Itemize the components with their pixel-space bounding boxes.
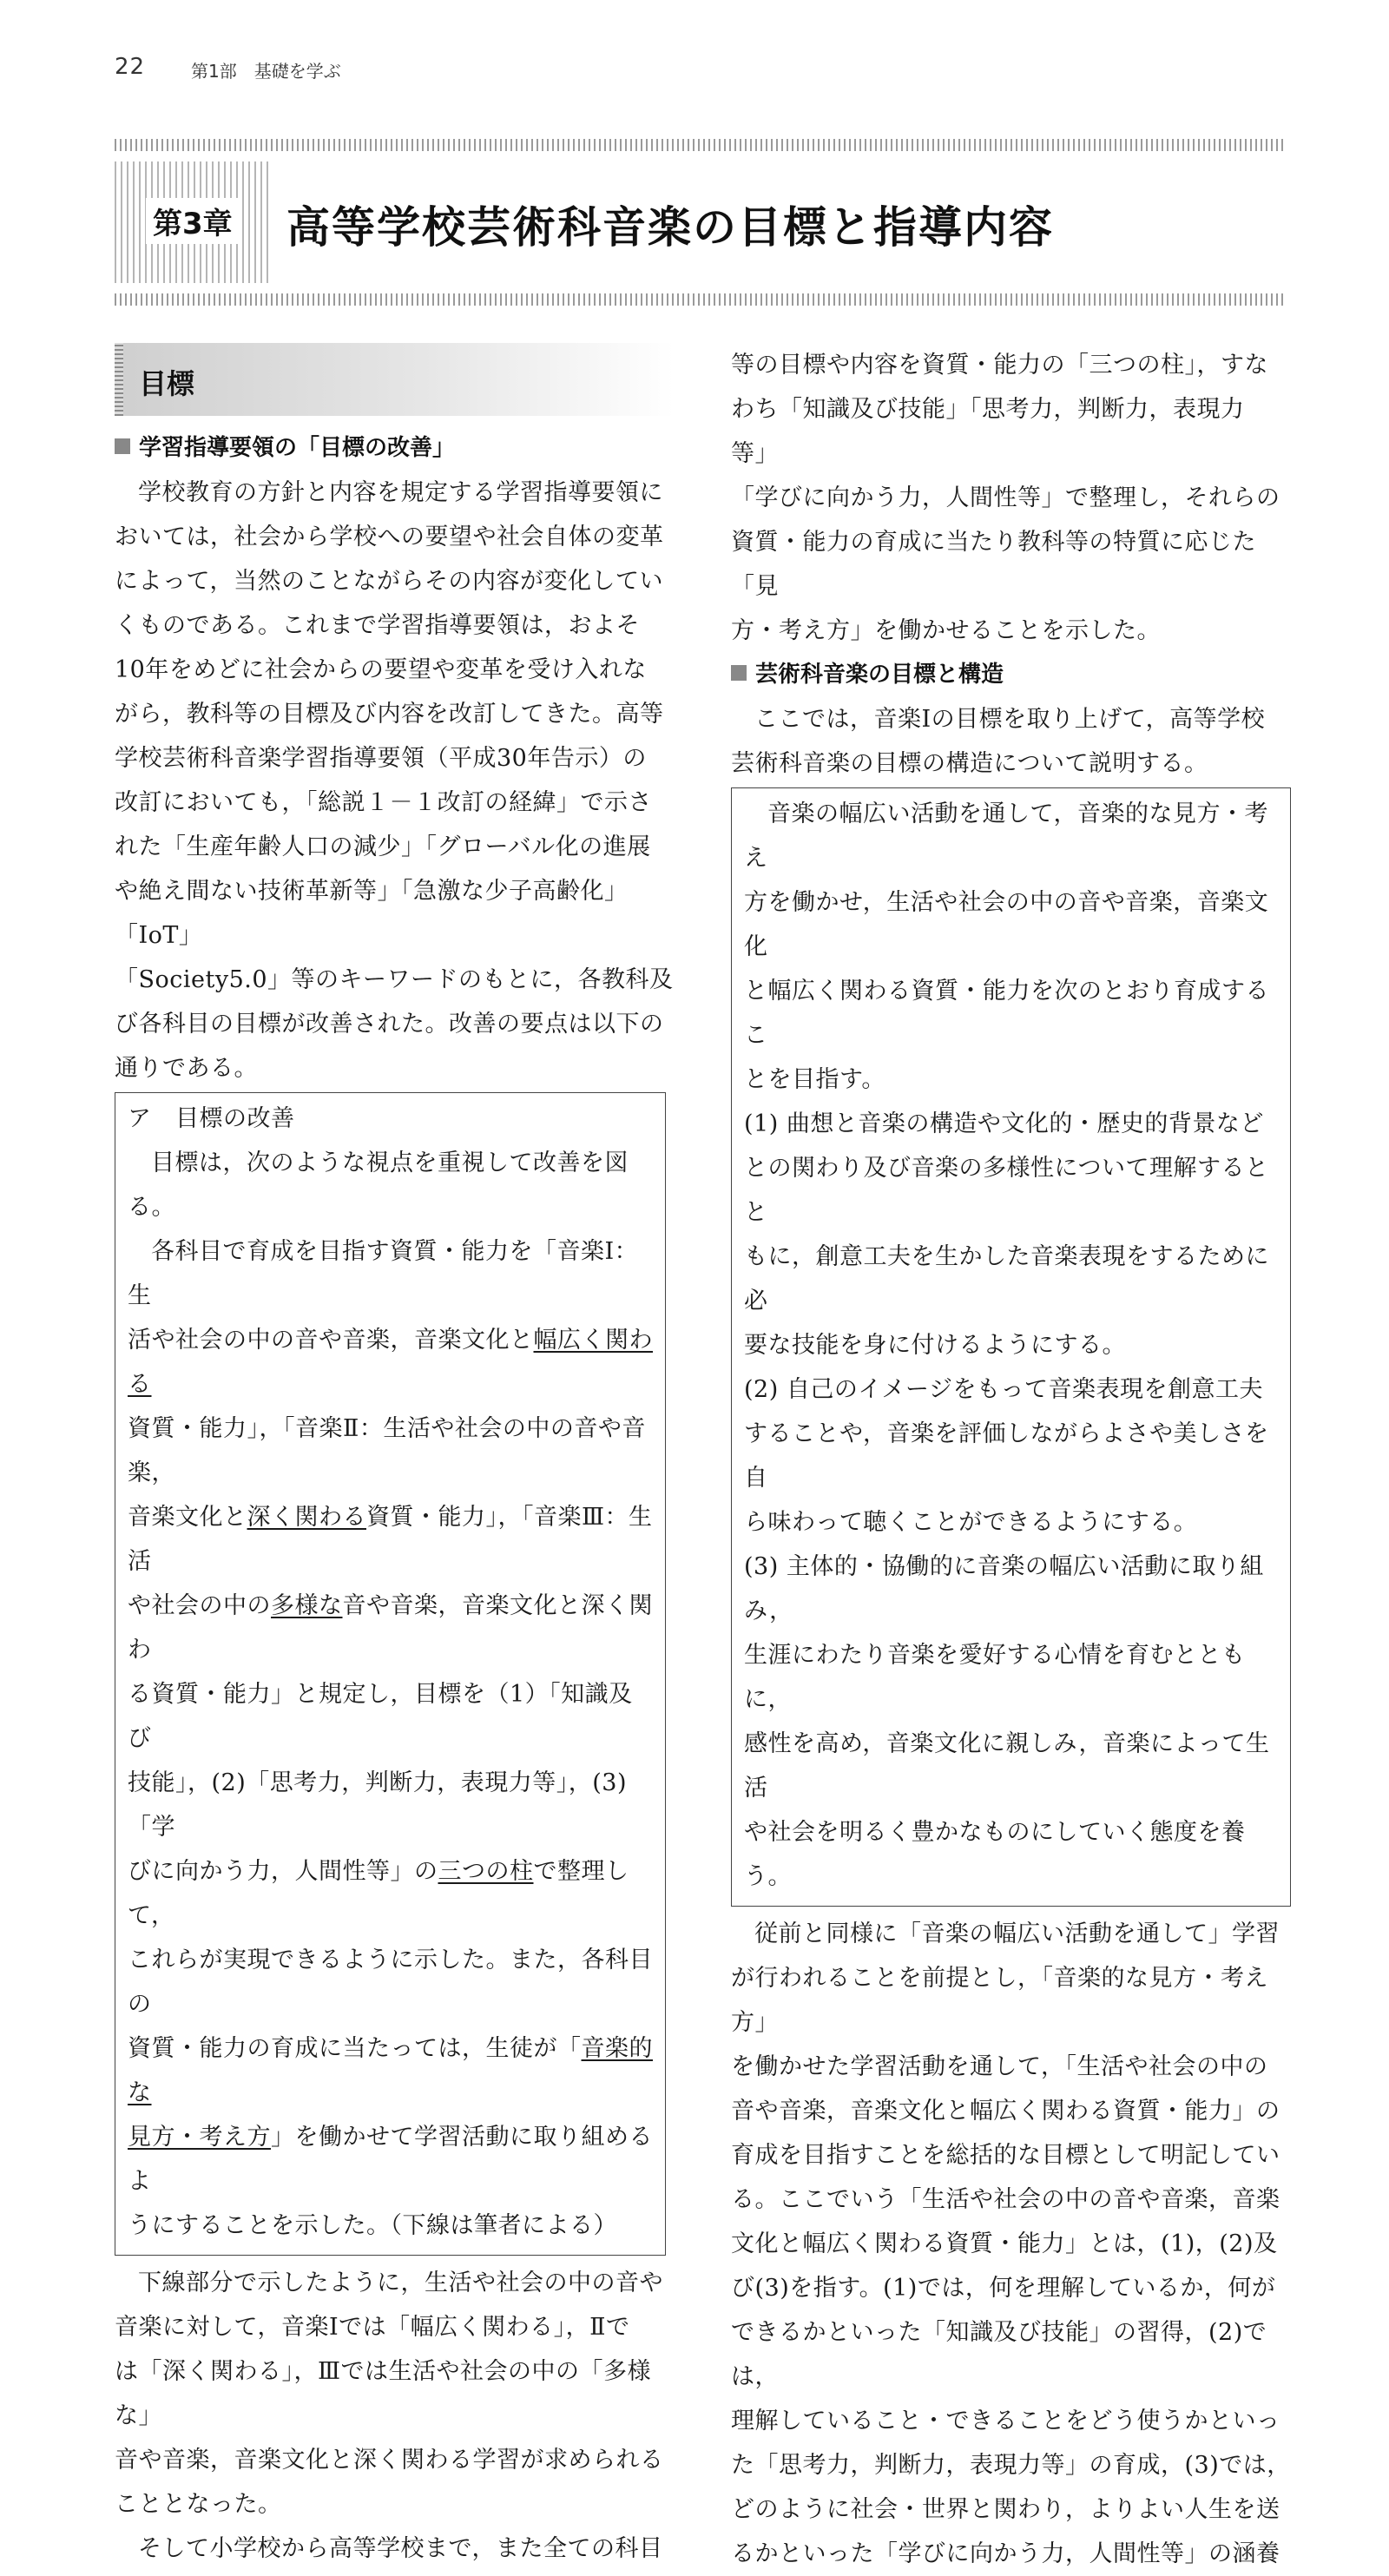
box-title: ア 目標の改善 (128, 1105, 295, 1132)
box-body (128, 1229, 655, 2248)
page-number: 22 (115, 54, 146, 80)
goal-item-1: (1) 曲想と音楽の構造や文化的・歴史的背景など との関わり及び音楽の多様性について理解するとと もに，創意工夫を生かした音楽表現をするために必 要な技能を身に付けるようにする。 (744, 1110, 1269, 1359)
square-bullet-icon (115, 438, 130, 454)
subheading-goal-improvement-text: 学習指導要領の「目標の改善」 (139, 435, 456, 461)
square-bullet-icon (731, 665, 747, 681)
goal-intro: 音楽の幅広い活動を通して，音楽的な見方・考え 方を働かせ，生活や社会の中の音や音楽，音楽文化 と幅広く関わる資質・能力を次のとおり育成するこ とを目指す。 (744, 800, 1269, 1093)
running-title: 第1部 基礎を学ぶ (191, 61, 341, 82)
left-column (115, 343, 675, 2571)
left-paragraph-2: 下線部分で示したように，生活や社会の中の音や 音楽に対して，音楽Ⅰでは「幅広く関わる」，Ⅱで は「深く関わる」，Ⅲでは生活や社会の中の「多様な」 音や音楽，音楽文化と深く関わる学習が求められる こととなった。 (115, 2270, 664, 2518)
banner-stripe-top (115, 139, 1287, 151)
section-heading: 目標 (139, 367, 195, 400)
chapter-label-block (115, 161, 269, 283)
underlined-musical-perspective: 音楽的な 見方・考え方 (128, 2035, 653, 2151)
goal-item-2: (2) 自己のイメージをもって音楽表現を創意工夫 することや，音楽を評価しながらよさや美しさを自 ら味わって聴くことができるようにする。 (744, 1376, 1269, 1536)
goal-improvement-box (115, 1092, 666, 2256)
box-body-text-2: 資質・能力」，「音楽Ⅱ：生活や社会の中の音や音楽， 音楽文化と (128, 1415, 646, 1531)
box-line-1: 目標は，次のような視点を重視して改善を図る。 (128, 1150, 629, 1221)
subheading-goal-structure (731, 653, 1291, 697)
left-paragraph-1: 学校教育の方針と内容を規定する学習指導要領に おいては，社会から学校への要望や社会自体の変革 によって，当然のことながらその内容が変化してい くものである。これまで学習指導要領は，およそ 10年をめどに社会からの要望や変革を受け入れな がら，教科等の目標及び内容を改訂してきた。高等 学校芸術科音楽学習指導要領（平成30年告示）の 改訂においても，「総説１－１改訂の経緯」で示さ れた「生産年齢人口の減少」「グローバル化の進展 や絶え間ない技術革新等」「急激な少子高齢化」「IoT」 「Society5.0」等のキーワードのもとに，各教科及 び各科目の目標が改善された。改善の要点は以下の 通りである。 (115, 479, 674, 1082)
box-body-text-6: 」を働かせて学習活動に取り組めるよ うにすることを示した。（下線は筆者による） (128, 2124, 653, 2239)
subheading-goal-improvement (115, 426, 675, 471)
right-paragraph-2: ここでは，音楽Ⅰの目標を取り上げて，高等学校 芸術科音楽の目標の構造について説明する。 (731, 706, 1266, 777)
subheading-goal-structure-text: 芸術科音楽の目標と構造 (755, 662, 1004, 688)
underlined-diverse: 多様な (271, 1592, 343, 1619)
section-heading-block (115, 343, 675, 416)
box-body-text-5: で整理して， これらが実現できるように示した。また，各科目の 資質・能力の育成に当たっては，生徒が「 (128, 1858, 653, 2062)
left-paragraph-3: そして小学校から高等学校まで，また全ての科目 (138, 2535, 663, 2562)
right-paragraph-3: 従前と同様に「音楽の幅広い活動を通して」学習 が行われることを前提とし，「音楽的な見方・考え方」 を働かせた学習活動を通して，「生活や社会の中の 音や音楽，音楽文化と幅広く関わる資質・能力」の 育成を目指すことを総括的な目標として明記してい る。ここでいう「生活や社会の中の音や音楽，音楽 文化と幅広く関わる資質・能力」とは，(1)，(2)及 び(3)を指す。(1)では，何を理解しているか，何が できるかといった「知識及び技能」の習得，(2)では， 理解していること・できることをどう使うかといっ た「思考力，判断力，表現力等」の育成，(3)では， どのように社会・世界と関わり，よりよい人生を送 るかといった「学びに向かう力，人間性等」の涵養 (731, 1920, 1291, 2567)
chapter-title: 高等学校芸術科音楽の目標と指導内容 (286, 202, 1054, 253)
music-one-goal-box (731, 787, 1291, 1907)
right-column (731, 343, 1291, 2576)
banner-stripe-bottom (115, 293, 1287, 306)
right-paragraph-1: 等の目標や内容を資質・能力の「三つの柱」，すな わち「知識及び技能」「思考力，判断力，表現力等」 「学びに向かう力，人間性等」で整理し，それらの 資質・能力の育成に当たり教科等の特質に応じた「見 方・考え方」を働かせることを示した。 (731, 352, 1280, 644)
underlined-broad: 幅広く関わる (128, 1327, 653, 1398)
chapter-label: 第3章 (146, 198, 240, 244)
underlined-deep: 深く関わる (247, 1504, 366, 1531)
underlined-three-pillars: 三つの柱 (438, 1858, 534, 1885)
goal-item-3: (3) 主体的・協働的に音楽の幅広い活動に取り組み， 生涯にわたり音楽を愛好する心情を育むとともに， 感性を高め，音楽文化に親しみ，音楽によって生活 や社会を明るく豊かなものにしていく態度を養う。 (744, 1553, 1270, 1890)
box-body-text-1: 各科目で育成を目指す資質・能力を「音楽Ⅰ：生 活や社会の中の音や音楽，音楽文化と (128, 1238, 639, 1354)
box-body-text-3: 資質・能力」，「音楽Ⅲ：生活 や社会の中の (128, 1504, 653, 1619)
box-body-text-4: 音や音楽，音楽文化と深く関わ る資質・能力」と規定し，目標を（1）「知識及び 技能」，(2)「思考力，判断力，表現力等」，(3)「学 びに向かう力，人間性等」の (128, 1592, 653, 1885)
